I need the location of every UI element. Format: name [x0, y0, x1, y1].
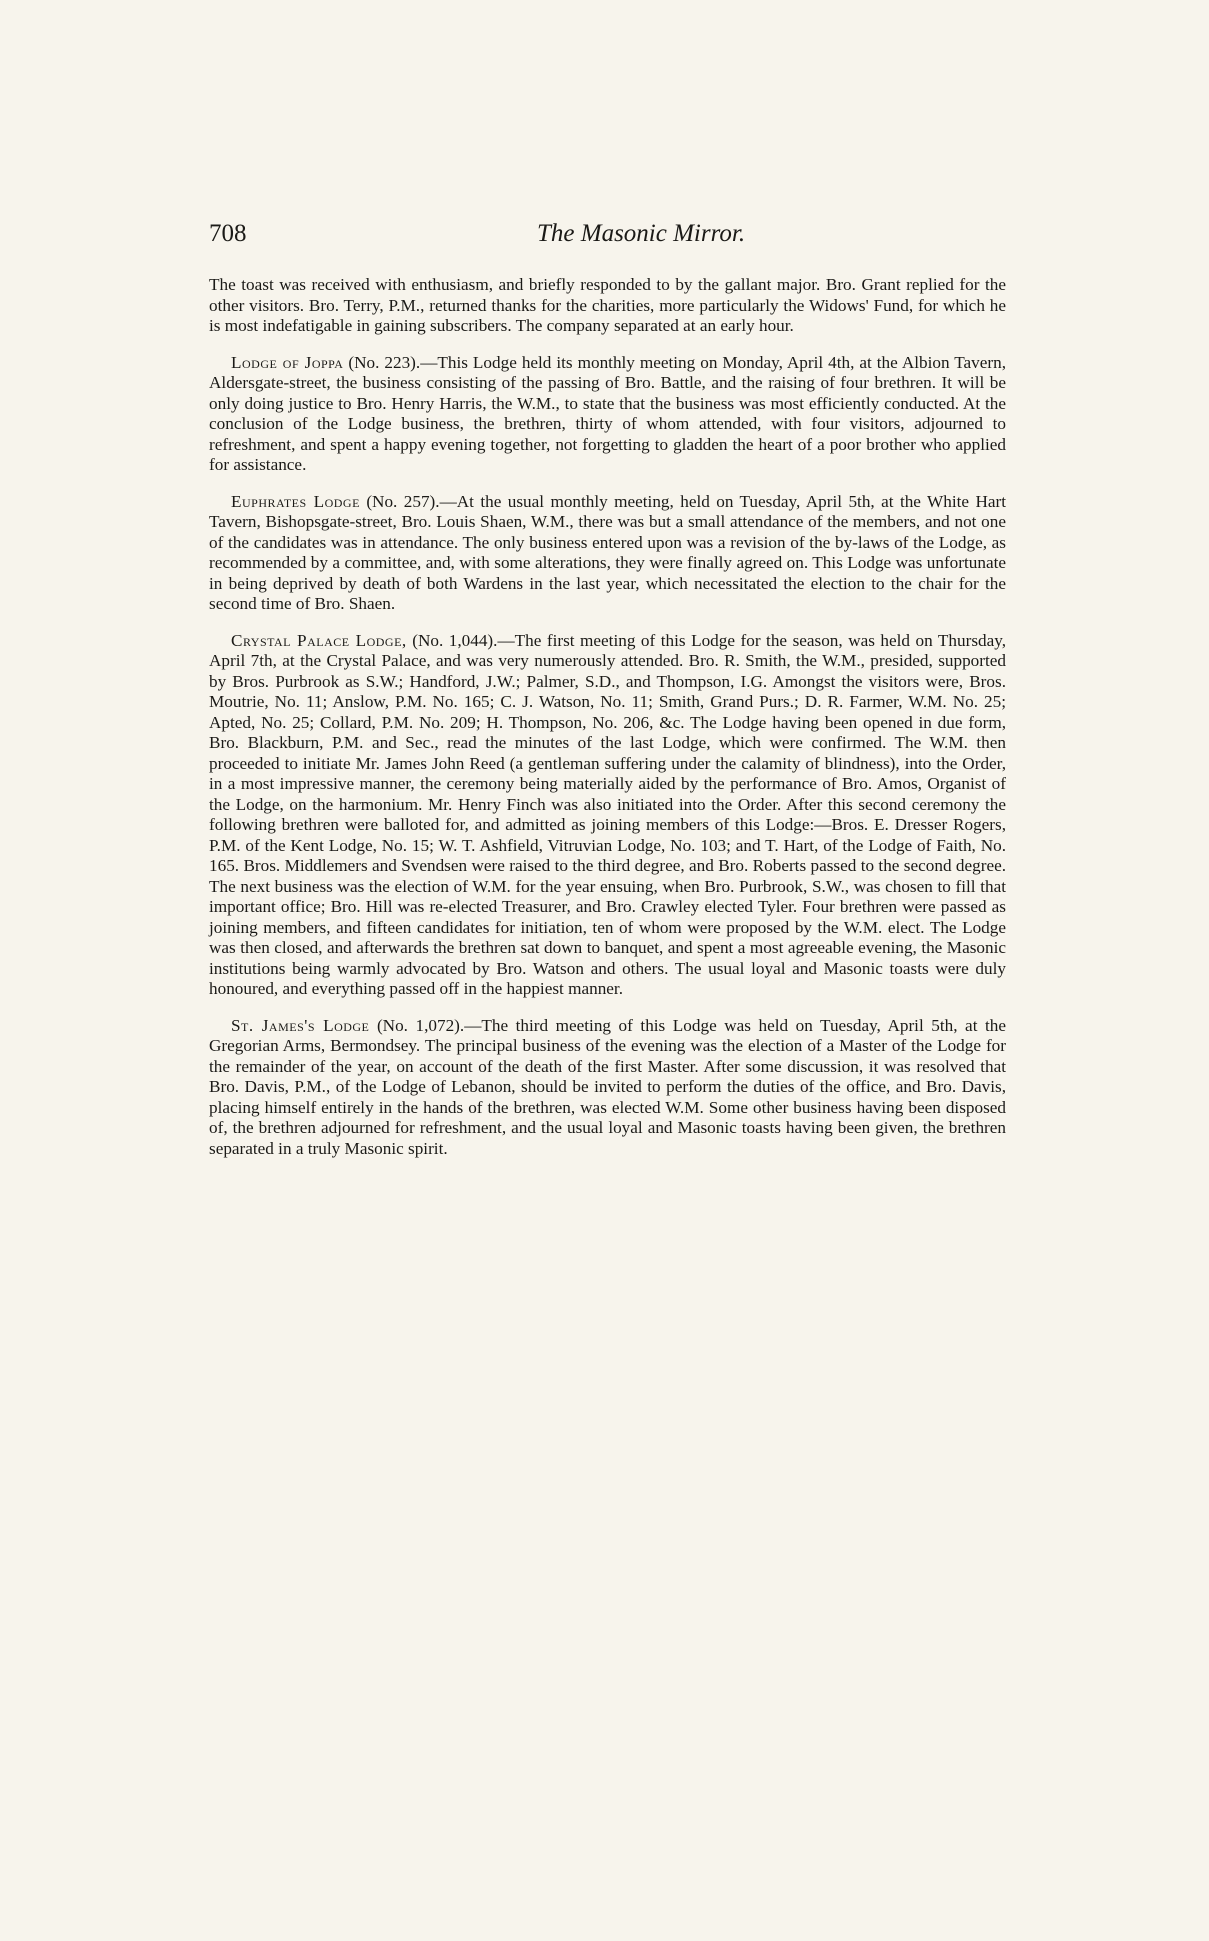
paragraph-st-jamess-lodge: [209, 1016, 1006, 1160]
paragraph-crystal-palace-lodge: [209, 631, 1006, 1000]
paragraph-toast-response: [209, 275, 1006, 337]
running-title: The Masonic Mirror.: [537, 220, 746, 247]
lodge-name: Euphrates Lodge: [231, 491, 360, 511]
paragraph-text: (No. 1,044).—The first meeting of this Lodge for the season, was held on Thursday, April 7th, at the Crystal Palace, and was very numerously attended. Bro. R. Smith, the W.M., presided, supported by Bros. Purbrook as S.W.; Handford, J.W.; Palmer, S.D., and Thompson, I.G. Amongst the visitors were, Bros. Moutrie, No. 11; Anslow, P.M. No. 165; C. J. Watson, No. 11; Smith, Grand Purs.; D. R. Farmer, W.M. No. 25; Apted, No. 25; Collard, P.M. No. 209; H. Thompson, No. 206, &c. The Lodge having been opened in due form, Bro. Blackburn, P.M. and Sec., read the minutes of the last Lodge, which were confirmed. The W.M. then proceeded to initiate Mr. James John Reed (a gentleman suffering under the calamity of blindness), into the Order, in a most impressive manner, the ceremony being materially aided by the performance of Bro. Amos, Organist of the Lodge, on the harmonium. Mr. Henry Finch was also initiated into the Order. After this second ceremony the following brethren were balloted for, and admitted as joining members of this Lodge:—Bros. E. Dresser Rogers, P.M. of the Kent Lodge, No. 15; W. T. Ashfield, Vitruvian Lodge, No. 103; and T. Hart, of the Lodge of Faith, No. 165. Bros. Middlemers and Svendsen were raised to the third degree, and Bro. Roberts passed to the second degree. The next business was the election of W.M. for the year ensuing, when Bro. Purbrook, S.W., was chosen to fill that important office; Bro. Hill was re-elected Treasurer, and Bro. Crawley elected Tyler. Four brethren were passed as joining members, and fifteen candidates for initiation, ten of whom were proposed by the W.M. elect. The Lodge was then closed, and afterwards the brethren sat down to banquet, and spent a most agreeable evening, the Masonic institutions being warmly advocated by Bro. Watson and others. The usual loyal and Masonic toasts were duly honoured, and everything passed off in the happiest manner.: [209, 630, 1007, 998]
page-header: [209, 218, 1006, 254]
paragraph-euphrates-lodge: [209, 492, 1006, 615]
page-number: 708: [209, 220, 247, 247]
paragraph-text: The toast was received with enthusiasm, and briefly responded to by the gallant major. Bro. Grant replied for the other visitors. Bro. Terry, P.M., returned thanks for the charities, more particularly the Widows' Fund, for which he is most indefatigable in gaining subscribers. The company separated at an early hour.: [209, 275, 1006, 335]
paragraph-text: (No. 257).—At the usual monthly meeting, held on Tuesday, April 5th, at the White Hart Tavern, Bishopsgate-street, Bro. Louis Shaen, W.M., there was but a small attendance of the members, and not one of the candidates was in attendance. The only business entered upon was a revision of the by-laws of the Lodge, as recommended by a committee, and, with some alterations, they were finally agreed on. This Lodge was unfortunate in being deprived by death of both Wardens in the last year, which necessitated the election to the chair for the second time of Bro. Shaen.: [209, 491, 1006, 613]
paragraph-lodge-of-joppa: [209, 353, 1006, 476]
lodge-name: St. James's Lodge: [231, 1015, 370, 1035]
lodge-name: Lodge of Joppa: [231, 352, 344, 372]
lodge-name: Crystal Palace Lodge,: [231, 630, 407, 650]
paragraph-text: (No. 223).—This Lodge held its monthly meeting on Monday, April 4th, at the Albion Tavern, Aldersgate-street, the business consisting of the passing of Bro. Battle, and the raising of four brethren. It will be only doing justice to Bro. Henry Harris, the W.M., to state that the business was most efficiently conducted. At the conclusion of the Lodge business, the brethren, thirty of whom attended, with four visitors, adjourned to refreshment, and spent a happy evening together, not forgetting to gladden the heart of a poor brother who applied for assistance.: [209, 352, 1006, 474]
article-body: [209, 275, 1006, 1755]
paragraph-text: (No. 1,072).—The third meeting of this Lodge was held on Tuesday, April 5th, at the Gregorian Arms, Bermondsey. The principal business of the evening was the election of a Master of the Lodge for the remainder of the year, on account of the death of the first Master. After some discussion, it was resolved that Bro. Davis, P.M., of the Lodge of Lebanon, should be invited to perform the duties of the office, and Bro. Davis, placing himself entirely in the hands of the brethren, was elected W.M. Some other business having been disposed of, the brethren adjourned for refreshment, and the usual loyal and Masonic toasts having been given, the brethren separated in a truly Masonic spirit.: [209, 1015, 1007, 1158]
